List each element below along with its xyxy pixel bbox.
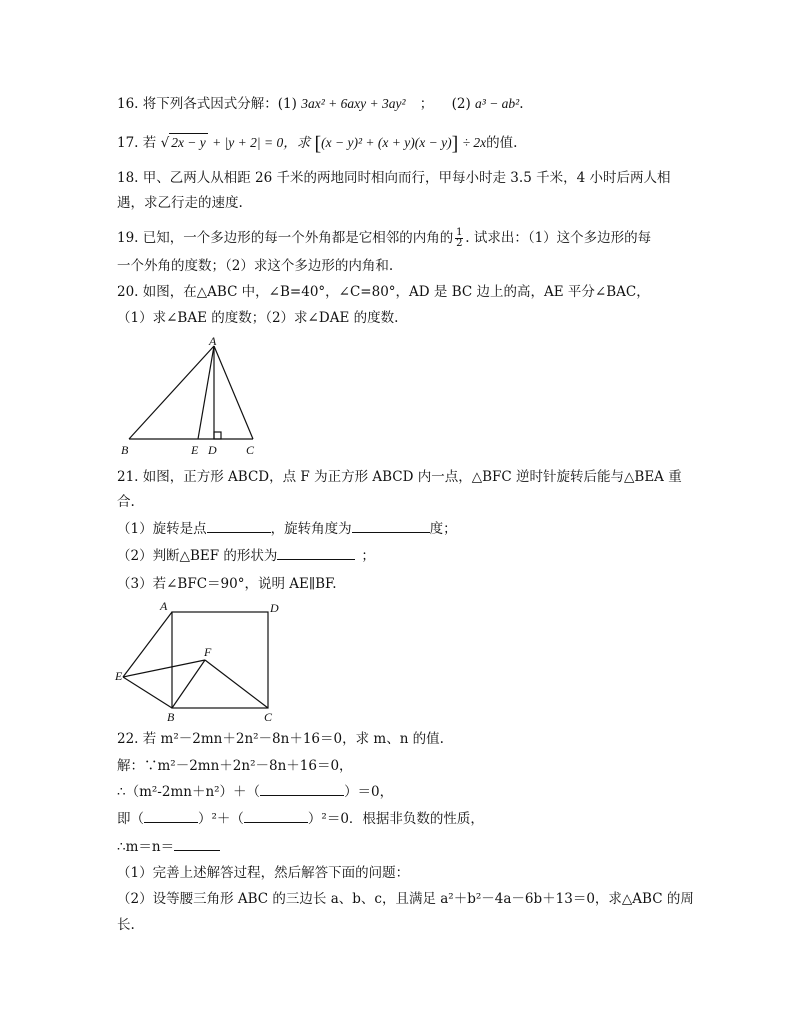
q22-l4-b: ）²＋（ [198, 811, 244, 827]
q16-number: 16. [117, 96, 139, 112]
q16-sep: ； [419, 96, 434, 112]
question-21-part3: （3）若∠BFC＝90°，说明 AE∥BF. [117, 576, 337, 592]
half-fraction [455, 228, 463, 249]
answer-blank-rotation-angle[interactable] [352, 520, 430, 533]
question-16 [117, 95, 524, 113]
question-20-line1: 20. 如图，在△ABC 中，∠B=40°，∠C=80°，AD 是 BC 边上的高，AE 平分∠BAC， [117, 284, 650, 300]
answer-blank-shape[interactable] [277, 547, 355, 560]
label-A: A [160, 599, 168, 613]
label-C: C [264, 710, 273, 723]
answer-blank-second-base[interactable] [244, 810, 308, 823]
q17-div: ÷ 2x [462, 135, 487, 150]
q17-pre: 若 [142, 135, 157, 151]
q21-p1-c: 度； [429, 521, 457, 537]
q17-sqrt-inner: 2x − y [171, 135, 206, 150]
question-22-line2: 解：∵m²－2mn＋2n²－8n＋16＝0， [117, 758, 353, 774]
right-angle-mark-icon [214, 432, 221, 439]
segment-fc [205, 660, 268, 708]
question-22-line8: 长. [117, 917, 135, 933]
q16-label2: (2) [451, 96, 471, 112]
question-22-line4 [117, 810, 484, 828]
answer-blank-first-base[interactable] [144, 810, 198, 823]
label-E: E [191, 443, 199, 457]
question-17 [117, 133, 517, 153]
fraction-denominator: 2 [456, 238, 463, 249]
label-B: B [167, 710, 175, 723]
segment-ab [129, 346, 214, 439]
label-D: D [208, 443, 217, 457]
q21-p2-a: （2）判断△BEF 的形状为 [117, 548, 278, 564]
question-22-line7: （2）设等腰三角形 ABC 的三边长 a、b、c，且满足 a²＋b²－4a－6b＋13＝0，求△ABC 的周 [117, 891, 694, 907]
q16-expr2: a³ − ab² [475, 96, 520, 111]
q17-mid: + |y + 2| = 0，求 [212, 135, 311, 150]
segment-eb [123, 677, 172, 708]
answer-blank-rotation-center[interactable] [207, 520, 271, 533]
question-21-part1 [117, 520, 457, 538]
q22-l3-a: ∴（m²-2mn＋n²）＋（ [117, 784, 261, 800]
q17-number: 17. [117, 135, 139, 151]
q17-expr: (x − y)² + (x + y)(x − y) [321, 135, 452, 150]
question-20-line2: （1）求∠BAE 的度数；（2）求∠DAE 的度数. [117, 310, 399, 326]
square-figure [112, 598, 287, 723]
label-F: F [204, 645, 212, 659]
segment-ae [123, 612, 172, 677]
question-18-line2: 遇，求乙行走的速度. [117, 195, 243, 211]
question-21-line1: 21. 如图，正方形 ABCD，点 F 为正方形 ABCD 内一点，△BFC 逆时针旋转后能与△BEA 重 [117, 469, 682, 485]
q22-l5: ∴m＝n＝ [117, 839, 175, 855]
question-22-line3 [117, 783, 393, 801]
question-19-line1 [117, 228, 651, 249]
q21-p1-b: ，旋转角度为 [270, 521, 352, 537]
q21-p1-a: （1）旋转是点 [117, 521, 207, 537]
q16-end: . [519, 96, 524, 112]
triangle-figure [115, 335, 285, 460]
q16-expr1: 3ax² + 6axy + 3ay² [301, 96, 406, 111]
label-D: D [270, 601, 279, 615]
label-B: B [121, 443, 129, 457]
sqrt-icon: √ [160, 135, 170, 151]
question-21-part2 [117, 547, 375, 565]
question-22-line1: 22. 若 m²－2mn＋2n²－8n＋16＝0，求 m、n 的值. [117, 731, 444, 747]
q19-pre: 19. 已知，一个多边形的每一个外角都是它相邻的内角的 [117, 230, 454, 246]
answer-blank-mn-value[interactable] [174, 838, 220, 851]
question-18-line1: 18. 甲、乙两人从相距 26 千米的两地同时相向而行，甲每小时走 3.5 千米，4 小时后两人相 [117, 170, 671, 186]
segment-ef [123, 660, 205, 677]
label-C: C [246, 443, 255, 457]
q17-post: 的值. [486, 135, 518, 151]
q21-p2-b: ； [361, 548, 375, 564]
q19-post: . 试求出：（1）这个多边形的每 [465, 230, 652, 246]
right-bracket-icon: ] [451, 133, 459, 155]
segment-ac [214, 346, 253, 439]
label-E: E [115, 669, 123, 683]
left-bracket-icon: [ [314, 133, 322, 155]
q22-l3-b: ）＝0， [344, 784, 394, 800]
q22-l4-c: ）²＝0．根据非负数的性质， [307, 811, 484, 827]
label-A: A [209, 335, 217, 348]
segment-ae [198, 346, 214, 439]
q16-text: 将下列各式因式分解：(1) [142, 96, 297, 112]
question-22-line6: （1）完善上述解答过程，然后解答下面的问题： [117, 865, 410, 881]
square-abcd [172, 612, 268, 708]
fraction-numerator: 1 [456, 227, 463, 238]
question-22-line5 [117, 838, 220, 856]
question-19-line2: 一个外角的度数；（2）求这个多边形的内角和. [117, 258, 394, 274]
answer-blank-square-term[interactable] [260, 783, 344, 796]
question-21-line2: 合. [117, 494, 135, 510]
q22-l4-a: 即（ [117, 811, 144, 827]
segment-bf [172, 660, 205, 708]
